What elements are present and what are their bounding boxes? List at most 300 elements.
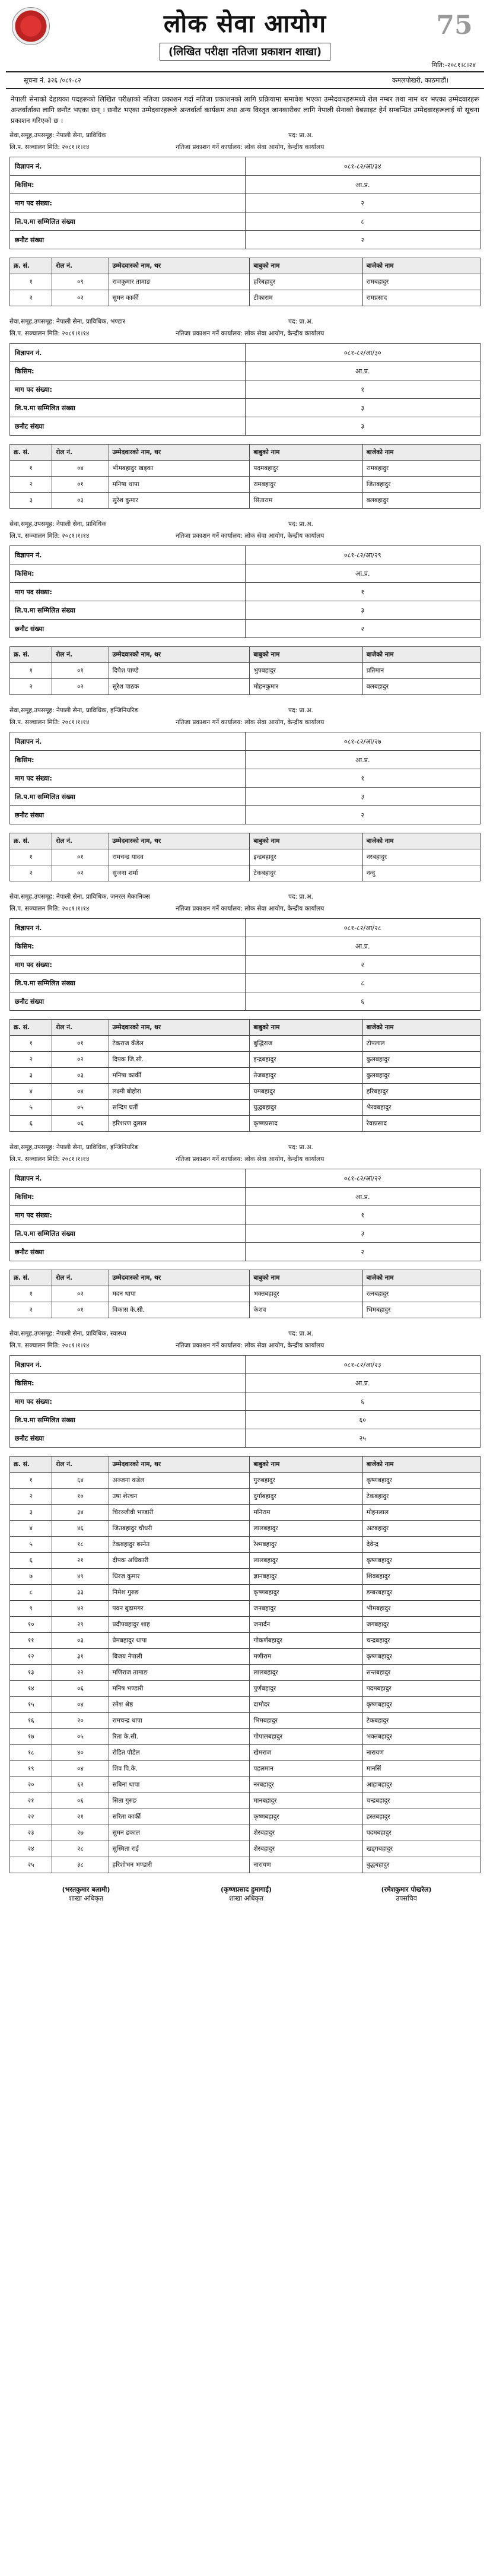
- roll-cell: ०१: [52, 849, 109, 865]
- summary-table: [9, 918, 481, 1011]
- table-row: [10, 849, 481, 865]
- candidates-header-row: [10, 647, 481, 663]
- grandfather-cell: अटबहादुर: [362, 1521, 480, 1537]
- roll-cell: २०: [52, 1713, 109, 1729]
- result-group: [9, 705, 481, 881]
- grandfather-cell: प्रतिमान: [362, 663, 480, 679]
- grandfather-cell: कुलबहादुर: [362, 1052, 480, 1068]
- serial-cell: १७: [10, 1729, 52, 1745]
- roll-cell: २८: [52, 1841, 109, 1857]
- result-group: [9, 891, 481, 1132]
- summary-label: किसिम:: [10, 1374, 246, 1392]
- section-title-text: (लिखित परीक्षा नतिजा प्रकाशन शाखा): [160, 43, 330, 61]
- name-cell: मनिष भण्डारी: [109, 1681, 250, 1697]
- roll-cell: ०६: [52, 1116, 109, 1132]
- roll-cell: २१: [52, 1809, 109, 1825]
- serial-cell: २: [10, 290, 52, 306]
- father-cell: दुर्गाबहादुर: [250, 1489, 362, 1505]
- column-header: उम्मेदवारको नाम, थर: [109, 833, 250, 849]
- summary-table: [9, 545, 481, 638]
- org-title: लोक सेवा आयोग: [163, 9, 327, 38]
- father-cell: कृष्णबहादुर: [250, 1585, 362, 1601]
- roll-cell: ०५: [52, 1729, 109, 1745]
- exam-date: लि.प. सञ्चालन मिति: २०८१।१।१४: [9, 532, 90, 540]
- summary-value: ६०: [245, 1411, 481, 1429]
- table-row: [10, 1569, 481, 1585]
- serial-cell: १८: [10, 1745, 52, 1761]
- summary-row: [10, 1224, 481, 1243]
- summary-row: [10, 212, 481, 231]
- father-cell: पहलमान: [250, 1761, 362, 1777]
- name-cell: सुजना शर्मा: [109, 865, 250, 881]
- summary-value: आ.प्र.: [245, 1188, 481, 1206]
- table-row: [10, 1617, 481, 1633]
- summary-row: [10, 1374, 481, 1392]
- result-group: [9, 1141, 481, 1318]
- candidates-header-row: [10, 1020, 481, 1036]
- roll-cell: ४२: [52, 1601, 109, 1617]
- column-header: उम्मेदवारको नाम, थर: [109, 647, 250, 663]
- grandfather-cell: कृष्णबहादुर: [362, 1697, 480, 1713]
- exam-date: लि.प. सञ्चालन मिति: २०८१।१।१४: [9, 905, 90, 912]
- summary-value: २: [245, 194, 481, 212]
- summary-row: [10, 1356, 481, 1374]
- name-cell: रामचन्द्र यादव: [109, 849, 250, 865]
- publishing-office: नतिजा प्रकाशन गर्ने कार्यालय: लोक सेवा आयोग, केन्द्रीय कार्यालय: [176, 719, 324, 726]
- summary-row: [10, 176, 481, 194]
- summary-label: माग पद संख्या:: [10, 1392, 246, 1411]
- name-cell: सन्दिप घर्ती: [109, 1100, 250, 1116]
- candidates-table: [9, 833, 481, 881]
- exam-date: लि.प. सञ्चालन मिति: २०८१।१।१४: [9, 144, 90, 151]
- table-row: [10, 1649, 481, 1665]
- column-header: बाजेको नाम: [362, 445, 480, 461]
- roll-cell: ४०: [52, 1745, 109, 1761]
- table-row: [10, 1633, 481, 1649]
- notice-date: मिति:-२०८१।८।२४: [431, 61, 476, 69]
- father-cell: रामबहादुर: [250, 477, 362, 493]
- grandfather-cell: कृष्णबहादुर: [362, 1473, 480, 1489]
- father-cell: टीकाराम: [250, 290, 362, 306]
- summary-row: [10, 1188, 481, 1206]
- table-row: [10, 1068, 481, 1084]
- summary-row: [10, 1169, 481, 1188]
- father-cell: कृष्णप्रसाद: [250, 1116, 362, 1132]
- name-cell: विकास के.सी.: [109, 1302, 250, 1318]
- table-row: [10, 1681, 481, 1697]
- roll-cell: १८: [52, 1537, 109, 1553]
- summary-value: ०८१-८२/आ/२३: [245, 1356, 481, 1374]
- office-address: कमलपोखरी, काठमाडौं।: [392, 77, 448, 84]
- serial-cell: १: [10, 663, 52, 679]
- name-cell: चिरञ्जीवी भण्डारी: [109, 1505, 250, 1521]
- name-cell: दिपक जि.सी.: [109, 1052, 250, 1068]
- name-cell: सिता गुरुङ: [109, 1793, 250, 1809]
- summary-row: [10, 399, 481, 417]
- summary-value: १: [245, 380, 481, 399]
- roll-cell: ०३: [52, 1068, 109, 1084]
- summary-value: २: [245, 231, 481, 249]
- serial-cell: ४: [10, 1084, 52, 1100]
- summary-row: [10, 788, 481, 806]
- roll-cell: ०३: [52, 1633, 109, 1649]
- roll-cell: ०४: [52, 1761, 109, 1777]
- table-row: [10, 274, 481, 290]
- summary-row: [10, 1243, 481, 1261]
- table-row: [10, 1777, 481, 1793]
- group-meta-row: [9, 891, 481, 903]
- summary-table: [9, 1169, 481, 1261]
- grandfather-cell: भैरवबहादुर: [362, 1100, 480, 1116]
- table-row: [10, 461, 481, 477]
- name-cell: प्रेमबहादुर थापा: [109, 1633, 250, 1649]
- table-row: [10, 1665, 481, 1681]
- summary-row: [10, 362, 481, 380]
- serial-cell: १: [10, 1036, 52, 1052]
- table-row: [10, 1505, 481, 1521]
- summary-value: आ.प्र.: [245, 176, 481, 194]
- post-level: पद: प्रा.अ.: [288, 132, 313, 139]
- father-cell: भुपबहादुर: [250, 663, 362, 679]
- group-meta-row: [9, 316, 481, 328]
- summary-value: १: [245, 583, 481, 601]
- signature-name: (रमेशकुमार पोखरेल): [381, 1886, 432, 1893]
- summary-value: ३: [245, 417, 481, 436]
- name-cell: उषा शेरचन: [109, 1489, 250, 1505]
- column-header: क्र. सं.: [10, 1270, 52, 1286]
- serial-cell: २२: [10, 1809, 52, 1825]
- summary-label: माग पद संख्या:: [10, 380, 246, 399]
- summary-value: ६: [245, 1392, 481, 1411]
- column-header: बाबुको नाम: [250, 647, 362, 663]
- father-cell: गोकर्णबहादुर: [250, 1633, 362, 1649]
- roll-cell: ०९: [52, 274, 109, 290]
- summary-label: छनौट संख्या: [10, 992, 246, 1011]
- father-cell: गोपालबहादुर: [250, 1729, 362, 1745]
- column-header: रोल नं.: [52, 1020, 109, 1036]
- table-row: [10, 1473, 481, 1489]
- summary-value: आ.प्र.: [245, 1374, 481, 1392]
- grandfather-cell: पदमबहादुर: [362, 1825, 480, 1841]
- table-row: [10, 663, 481, 679]
- signature-name: (कृष्णप्रसाद हुमागाईं): [221, 1886, 272, 1893]
- name-cell: हरिशरण दुलाल: [109, 1116, 250, 1132]
- name-cell: रिता के.सी.: [109, 1729, 250, 1745]
- summary-row: [10, 546, 481, 564]
- name-cell: रमेश श्रेष्ठ: [109, 1697, 250, 1713]
- serial-cell: २: [10, 477, 52, 493]
- name-cell: सुरेश कुमार: [109, 493, 250, 509]
- name-cell: निमेश गुरुङ: [109, 1585, 250, 1601]
- column-header: रोल नं.: [52, 258, 109, 274]
- group-meta-row: [9, 716, 481, 728]
- summary-label: विज्ञापन नं.: [10, 919, 246, 937]
- serial-cell: ८: [10, 1585, 52, 1601]
- grandfather-cell: खड्गबहादुर: [362, 1841, 480, 1857]
- candidates-table: [9, 1019, 481, 1132]
- table-row: [10, 1036, 481, 1052]
- service-group: सेवा,समूह,उपसमूह: नेपाली सेना, प्राविधिक: [9, 521, 107, 528]
- grandfather-cell: चन्द्रबहादुर: [362, 1633, 480, 1649]
- summary-label: माग पद संख्या:: [10, 1206, 246, 1224]
- summary-label: किसिम:: [10, 1188, 246, 1206]
- group-meta-row: [9, 1141, 481, 1153]
- name-cell: भीमबहादुर खड्का: [109, 461, 250, 477]
- serial-cell: १: [10, 1286, 52, 1302]
- signature-role: उपसचिव: [396, 1895, 417, 1902]
- signature-name: (भरतकुमार बलामी): [62, 1886, 110, 1893]
- father-cell: सिताराम: [250, 493, 362, 509]
- summary-value: ३: [245, 399, 481, 417]
- summary-row: [10, 620, 481, 638]
- summary-value: २: [245, 1243, 481, 1261]
- serial-cell: २०: [10, 1777, 52, 1793]
- summary-value: ३: [245, 1224, 481, 1243]
- father-cell: लालबहादुर: [250, 1521, 362, 1537]
- grandfather-cell: जगबहादुर: [362, 1617, 480, 1633]
- father-cell: रेश्मबहादुर: [250, 1537, 362, 1553]
- father-cell: यमबहादुर: [250, 1084, 362, 1100]
- summary-value: २५: [245, 1429, 481, 1448]
- signatures: [0, 1882, 490, 1917]
- serial-cell: २: [10, 679, 52, 695]
- summary-row: [10, 583, 481, 601]
- table-row: [10, 1601, 481, 1617]
- father-cell: लालबहादुर: [250, 1553, 362, 1569]
- summary-value: ३: [245, 601, 481, 620]
- column-header: बाबुको नाम: [250, 1020, 362, 1036]
- roll-cell: ०६: [52, 1793, 109, 1809]
- candidates-table: [9, 1456, 481, 1873]
- summary-label: माग पद संख्या:: [10, 194, 246, 212]
- summary-label: किसिम:: [10, 362, 246, 380]
- father-cell: भिमबहादुर: [250, 1713, 362, 1729]
- name-cell: दीपक अधिकारी: [109, 1553, 250, 1569]
- column-header: उम्मेदवारको नाम, थर: [109, 258, 250, 274]
- serial-cell: २: [10, 1489, 52, 1505]
- roll-cell: ३४: [52, 1505, 109, 1521]
- table-row: [10, 1841, 481, 1857]
- roll-cell: ३३: [52, 1585, 109, 1601]
- publishing-office: नतिजा प्रकाशन गर्ने कार्यालय: लोक सेवा आयोग, केन्द्रीय कार्यालय: [176, 1342, 324, 1349]
- grandfather-cell: सन्तबहादुर: [362, 1665, 480, 1681]
- table-row: [10, 493, 481, 509]
- name-cell: मनिषा कार्की: [109, 1068, 250, 1084]
- summary-row: [10, 751, 481, 769]
- serial-cell: १४: [10, 1681, 52, 1697]
- column-header: क्र. सं.: [10, 833, 52, 849]
- candidates-header-row: [10, 445, 481, 461]
- signature-2: [196, 1885, 297, 1903]
- column-header: बाबुको नाम: [250, 1457, 362, 1473]
- result-group: [9, 518, 481, 695]
- candidates-header-row: [10, 1270, 481, 1286]
- summary-label: विज्ञापन नं.: [10, 157, 246, 176]
- table-row: [10, 1116, 481, 1132]
- name-cell: अञ्जना कडेल: [109, 1473, 250, 1489]
- column-header: रोल नं.: [52, 445, 109, 461]
- service-group: सेवा,समूह,उपसमूह: नेपाली सेना, प्राविधिक, भण्डार: [9, 318, 126, 325]
- summary-label: किसिम:: [10, 751, 246, 769]
- serial-cell: ५: [10, 1100, 52, 1116]
- name-cell: शिव पि.के.: [109, 1761, 250, 1777]
- name-cell: जितबहादुर चौधरी: [109, 1521, 250, 1537]
- grandfather-cell: टेकबहादुर: [362, 1713, 480, 1729]
- father-cell: केशव: [250, 1302, 362, 1318]
- group-meta-row: [9, 1153, 481, 1165]
- serial-cell: ९: [10, 1601, 52, 1617]
- father-cell: नारायण: [250, 1857, 362, 1873]
- signature-role: शाखा अधिकृत: [228, 1895, 264, 1902]
- name-cell: बिजय नेपाली: [109, 1649, 250, 1665]
- father-cell: तेजबहादुर: [250, 1068, 362, 1084]
- serial-cell: १०: [10, 1617, 52, 1633]
- grandfather-cell: आहाबहादुर: [362, 1777, 480, 1793]
- roll-cell: ०२: [52, 865, 109, 881]
- service-group: सेवा,समूह,उपसमूह: नेपाली सेना, प्राविधिक, इन्जिनियरिङ: [9, 1144, 139, 1151]
- summary-value: ३: [245, 788, 481, 806]
- summary-label: लि.प.मा सम्मिलित संख्या: [10, 212, 246, 231]
- summary-value: ०८१-८२/आ/२८: [245, 919, 481, 937]
- serial-cell: १: [10, 274, 52, 290]
- section-title: [0, 43, 490, 61]
- roll-cell: ०५: [52, 1100, 109, 1116]
- summary-row: [10, 1411, 481, 1429]
- exam-date: लि.प. सञ्चालन मिति: २०८१।१।१४: [9, 1156, 90, 1163]
- name-cell: मणिराज तामाङ: [109, 1665, 250, 1681]
- father-cell: मोहनकुमार: [250, 679, 362, 695]
- grandfather-cell: मोहनलाल: [362, 1505, 480, 1521]
- summary-label: किसिम:: [10, 176, 246, 194]
- roll-cell: ६४: [52, 1473, 109, 1489]
- signature-role: शाखा अधिकृत: [68, 1895, 104, 1902]
- table-row: [10, 477, 481, 493]
- column-header: क्र. सं.: [10, 258, 52, 274]
- summary-value: १: [245, 1206, 481, 1224]
- serial-cell: २१: [10, 1793, 52, 1809]
- serial-cell: २: [10, 1052, 52, 1068]
- summary-table: [9, 732, 481, 824]
- grandfather-cell: बलबहादुर: [362, 493, 480, 509]
- summary-label: किसिम:: [10, 937, 246, 956]
- group-meta-row: [9, 328, 481, 340]
- column-header: बाबुको नाम: [250, 833, 362, 849]
- summary-value: आ.प्र.: [245, 937, 481, 956]
- summary-value: ०८१-८२/आ/३०: [245, 344, 481, 362]
- service-group: सेवा,समूह,उपसमूह: नेपाली सेना, प्राविधिक, स्वास्थ्य: [9, 1330, 126, 1337]
- group-meta-row: [9, 141, 481, 153]
- group-meta-row: [9, 518, 481, 530]
- father-cell: टेकबहादुर: [250, 865, 362, 881]
- father-cell: इन्द्रबहादुर: [250, 1052, 362, 1068]
- group-meta-row: [9, 530, 481, 542]
- grandfather-cell: टोपलाल: [362, 1036, 480, 1052]
- table-row: [10, 1553, 481, 1569]
- column-header: क्र. सं.: [10, 647, 52, 663]
- summary-row: [10, 601, 481, 620]
- summary-row: [10, 806, 481, 824]
- name-cell: सुमन कार्की: [109, 290, 250, 306]
- table-row: [10, 1585, 481, 1601]
- serial-cell: ४: [10, 1521, 52, 1537]
- group-meta-row: [9, 1340, 481, 1352]
- summary-row: [10, 380, 481, 399]
- table-row: [10, 1697, 481, 1713]
- grandfather-cell: जितबहादुर: [362, 477, 480, 493]
- name-cell: रामचन्द्र थापा: [109, 1713, 250, 1729]
- summary-value: २: [245, 956, 481, 974]
- roll-cell: २१: [52, 1553, 109, 1569]
- column-header: बाजेको नाम: [362, 833, 480, 849]
- header: [0, 0, 490, 71]
- post-level: पद: प्रा.अ.: [288, 1144, 313, 1151]
- name-cell: सुरेश पाठक: [109, 679, 250, 695]
- service-group: सेवा,समूह,उपसमूह: नेपाली सेना, प्राविधिक, इन्जिनियरिङ: [9, 707, 139, 714]
- column-header: रोल नं.: [52, 833, 109, 849]
- serial-cell: १३: [10, 1665, 52, 1681]
- grandfather-cell: हरिबहादुर: [362, 1084, 480, 1100]
- table-row: [10, 1761, 481, 1777]
- post-level: पद: प्रा.अ.: [288, 318, 313, 325]
- notice-bar: [6, 71, 484, 89]
- summary-label: छनौट संख्या: [10, 620, 246, 638]
- summary-value: ०८१-८२/आ/२२: [245, 1169, 481, 1188]
- column-header: बाजेको नाम: [362, 1457, 480, 1473]
- grandfather-cell: रामप्रसाद: [362, 290, 480, 306]
- father-cell: मनिराम: [250, 1505, 362, 1521]
- father-cell: जनबहादुर: [250, 1601, 362, 1617]
- column-header: क्र. सं.: [10, 1020, 52, 1036]
- column-header: बाजेको नाम: [362, 647, 480, 663]
- summary-label: छनौट संख्या: [10, 1429, 246, 1448]
- grandfather-cell: देवेन्द्र: [362, 1537, 480, 1553]
- column-header: रोल नं.: [52, 1457, 109, 1473]
- grandfather-cell: भीमबहादुर: [362, 1601, 480, 1617]
- signature-1: [36, 1885, 136, 1903]
- roll-cell: ०६: [52, 1681, 109, 1697]
- grandfather-cell: कृष्णबहादुर: [362, 1553, 480, 1569]
- father-cell: हरिबहादुर: [250, 274, 362, 290]
- grandfather-cell: नरबहादुर: [362, 849, 480, 865]
- roll-cell: २२: [52, 1665, 109, 1681]
- name-cell: सरिता कार्की: [109, 1809, 250, 1825]
- father-cell: शेरबहादुर: [250, 1825, 362, 1841]
- exam-date: लि.प. सञ्चालन मिति: २०८१।१।१४: [9, 1342, 90, 1349]
- father-cell: ज्ञानबहादुर: [250, 1569, 362, 1585]
- table-row: [10, 1809, 481, 1825]
- table-row: [10, 1537, 481, 1553]
- summary-row: [10, 231, 481, 249]
- name-cell: धिरज कुमार: [109, 1569, 250, 1585]
- summary-label: छनौट संख्या: [10, 806, 246, 824]
- grandfather-cell: शिवबहादुर: [362, 1569, 480, 1585]
- father-cell: मानबहादुर: [250, 1793, 362, 1809]
- results-groups: [0, 129, 490, 1873]
- grandfather-cell: भक्तबहादुर: [362, 1729, 480, 1745]
- serial-cell: १६: [10, 1713, 52, 1729]
- summary-label: लि.प.मा सम्मिलित संख्या: [10, 788, 246, 806]
- group-meta-row: [9, 705, 481, 716]
- grandfather-cell: नन्दु: [362, 865, 480, 881]
- column-header: उम्मेदवारको नाम, थर: [109, 1457, 250, 1473]
- result-group: [9, 129, 481, 306]
- serial-cell: १९: [10, 1761, 52, 1777]
- serial-cell: १: [10, 1473, 52, 1489]
- grandfather-cell: रामबहादुर: [362, 461, 480, 477]
- name-cell: पवन बुढामगर: [109, 1601, 250, 1617]
- signature-3: [356, 1885, 457, 1903]
- candidates-table: [9, 444, 481, 509]
